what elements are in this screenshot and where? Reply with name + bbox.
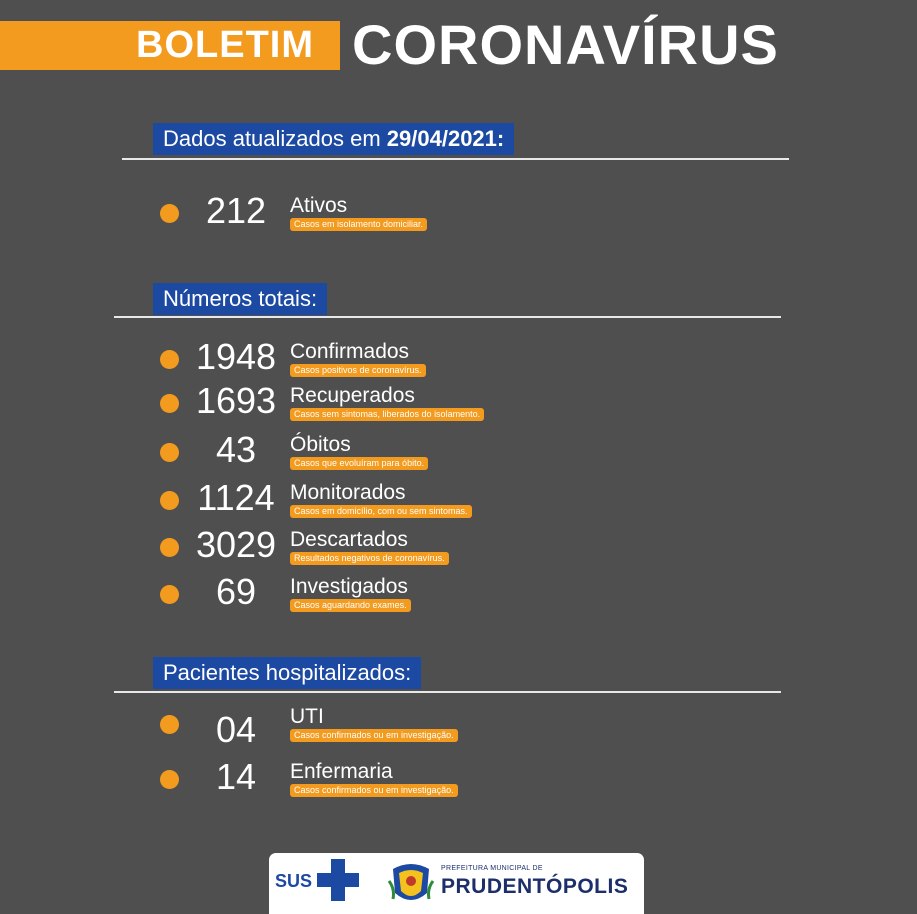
stat-number: 212	[205, 190, 267, 231]
stat-label: Óbitos	[290, 433, 351, 456]
bullet-icon	[160, 715, 179, 734]
bullet-icon	[160, 443, 179, 462]
stat-label: Descartados	[290, 528, 408, 551]
stat-number: 14	[215, 756, 257, 797]
stat-description: Casos confirmados ou em investigação.	[290, 784, 458, 797]
page-title: CORONAVÍRUS	[352, 13, 779, 76]
divider	[114, 316, 781, 318]
hospital-heading: Pacientes hospitalizados:	[153, 657, 421, 689]
stat-number: 43	[215, 429, 257, 470]
city-crest-icon	[387, 859, 435, 909]
bullet-icon	[160, 204, 179, 223]
updated-prefix: Dados atualizados em	[163, 126, 387, 151]
bullet-icon	[160, 585, 179, 604]
updated-tag	[153, 123, 514, 155]
stat-number: 1948	[195, 336, 277, 377]
stat-label: Ativos	[290, 194, 348, 217]
divider	[122, 158, 789, 160]
stat-description: Casos sem sintomas, liberados do isolamento.	[290, 408, 484, 421]
stat-description: Casos aguardando exames.	[290, 599, 411, 612]
stat-description: Casos em domicílio, com ou sem sintomas.	[290, 505, 472, 518]
boletim-label: BOLETIM	[136, 24, 314, 66]
header-bar	[0, 21, 340, 70]
updated-date: 29/04/2021:	[386, 126, 505, 151]
stat-number: 3029	[195, 524, 277, 565]
bullet-icon	[160, 770, 179, 789]
bullet-icon	[160, 491, 179, 510]
stat-description: Resultados negativos de coronavírus.	[290, 552, 449, 565]
footer-logos	[269, 853, 644, 914]
sus-logo-text: SUS	[275, 871, 313, 891]
stat-description: Casos positivos de coronavírus.	[290, 364, 426, 377]
prefeitura-small-text: PREFEITURA MUNICIPAL DE	[441, 865, 543, 872]
stat-number: 1693	[195, 380, 277, 421]
bullet-icon	[160, 394, 179, 413]
stat-description: Casos em isolamento domiciliar.	[290, 218, 427, 231]
totals-heading: Números totais:	[153, 283, 327, 315]
prefeitura-name: PRUDENTÓPOLIS	[441, 875, 629, 898]
stat-label: Monitorados	[290, 481, 406, 504]
bullet-icon	[160, 538, 179, 557]
stat-label: Recuperados	[290, 384, 415, 407]
divider	[114, 691, 781, 693]
stat-label: Enfermaria	[290, 760, 393, 783]
stat-number: 69	[215, 571, 257, 612]
sus-cross-icon	[317, 859, 359, 901]
stat-label: UTI	[290, 705, 324, 728]
stat-number: 04	[215, 709, 257, 750]
stat-description: Casos que evoluíram para óbito.	[290, 457, 428, 470]
stat-description: Casos confirmados ou em investigação.	[290, 729, 458, 742]
stat-label: Investigados	[290, 575, 408, 598]
bullet-icon	[160, 350, 179, 369]
stat-label: Confirmados	[290, 340, 410, 363]
stat-number: 1124	[197, 477, 275, 518]
